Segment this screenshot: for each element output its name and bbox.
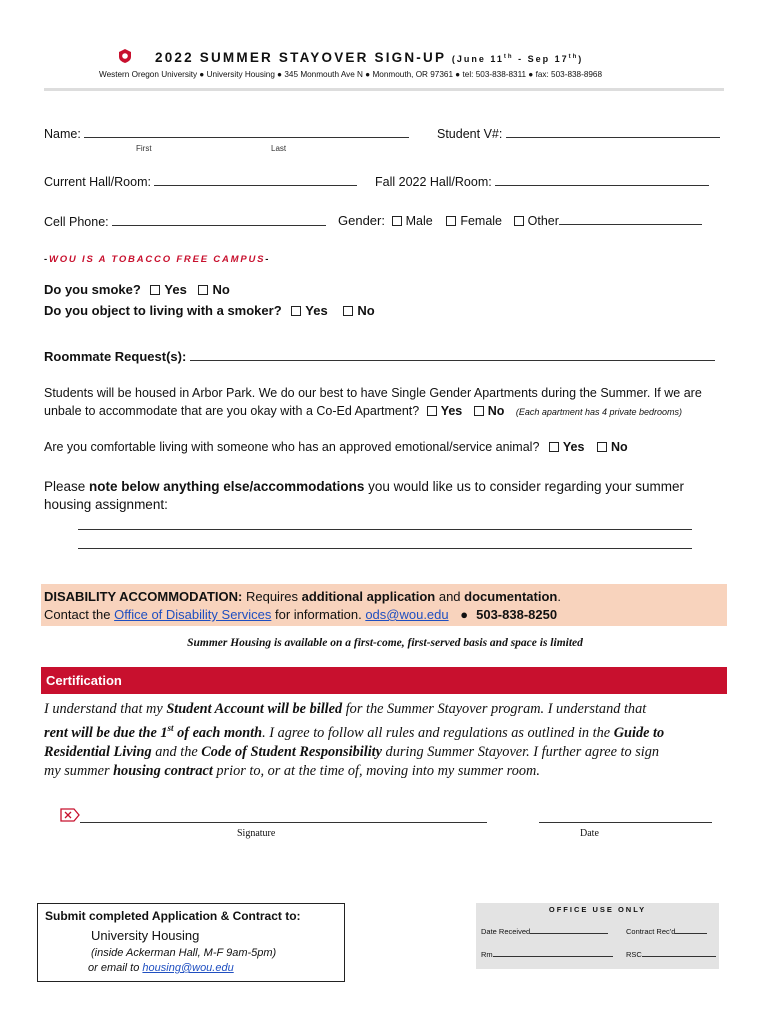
smoke-yes-label: Yes [164, 282, 187, 297]
gender-male-label: Male [405, 214, 433, 228]
ods-email-link[interactable]: ods@wou.edu [365, 607, 449, 622]
page-title: 2022 SUMMER STAYOVER SIGN-UP [155, 50, 446, 65]
name-label: Name: [44, 127, 81, 141]
submit-location: (inside Ackerman Hall, M-F 9am-5pm) [91, 947, 277, 959]
smoke-question: Do you smoke? [44, 282, 141, 297]
office-use-box [476, 903, 719, 969]
current-hall-label: Current Hall/Room: [44, 175, 151, 189]
smoke-no-label: No [212, 282, 230, 297]
gender-label: Gender: [338, 213, 385, 228]
smoker-object-yes-checkbox[interactable] [291, 306, 301, 316]
submit-box [37, 903, 345, 982]
smoker-object-no-label: No [357, 303, 375, 318]
fall-hall-label: Fall 2022 Hall/Room: [375, 175, 492, 189]
date-field[interactable] [539, 822, 712, 823]
student-v-row [437, 127, 720, 141]
smoke-question-row [44, 282, 230, 297]
gender-female-label: Female [460, 214, 503, 228]
roommate-row [44, 349, 715, 364]
animal-yes-label: Yes [562, 440, 585, 454]
disability-office-link[interactable]: Office of Disability Services [114, 607, 272, 622]
animal-question: Are you comfortable living with someone who has an approved emotional/service animal? [44, 440, 540, 454]
gender-row [338, 213, 702, 228]
smoker-object-no-checkbox[interactable] [343, 306, 353, 316]
first-sublabel: First [136, 144, 152, 153]
notes-prompt: Please note below anything else/accommodations you would like us to consider regarding your summer [44, 479, 684, 494]
contract-recd-row: Contract Rec'd [626, 927, 707, 936]
submit-email-row: or email to housing@wou.edu [88, 962, 234, 974]
header-divider [44, 88, 724, 91]
coed-no-checkbox[interactable] [474, 406, 484, 416]
fall-hall-row [375, 175, 709, 189]
office-use-title: OFFICE USE ONLY [548, 905, 647, 914]
notes-line-1[interactable] [78, 529, 692, 530]
date-range: (June 11th - Sep 17th) [451, 54, 584, 64]
notes-line-2[interactable] [78, 548, 692, 549]
roommate-label: Roommate Request(s): [44, 349, 187, 364]
gender-male-checkbox[interactable] [392, 216, 402, 226]
smoke-no-checkbox[interactable] [198, 285, 208, 295]
smoker-object-question: Do you object to living with a smoker? [44, 303, 282, 318]
certification-text: I understand that my Student Account will be billed for the Summer Stayover program. I understand that rent will be due the 1st of each month. I agree to follow all rules and regulations as outlined in the Guide to Residential Living and the Code of Student Responsibility during Summer Stayover. I further agree to sign my summer housing contract prior to, or at the time of, moving into my summer room. [44, 701, 665, 779]
last-sublabel: Last [271, 144, 287, 153]
coed-question: unbale to accommodate that are you okay with a Co-Ed Apartment? [44, 404, 420, 418]
signature-x-icon [60, 808, 80, 822]
disability-line2: Contact the Office of Disability Services for information. ods@wou.edu ● 503-838-8250 [44, 607, 558, 622]
gender-other-checkbox[interactable] [514, 216, 524, 226]
wou-logo-icon [118, 49, 132, 63]
smoker-object-row [44, 303, 375, 318]
arbor-line1: Students will be housed in Arbor Park. We do our best to have Single Gender Apartments during the Summer. If we are [44, 386, 702, 400]
notes-prompt-line2: housing assignment: [44, 497, 168, 512]
smoke-yes-checkbox[interactable] [150, 285, 160, 295]
student-v-label: Student V#: [437, 127, 503, 141]
animal-no-checkbox[interactable] [597, 442, 607, 452]
animal-no-label: No [610, 440, 628, 454]
coed-yes-checkbox[interactable] [427, 406, 437, 416]
submit-org: University Housing [91, 928, 200, 943]
certification-header: Certification [41, 667, 727, 694]
disability-line1: DISABILITY ACCOMMODATION: Requires additional application and documentation. [44, 589, 561, 604]
gender-female-checkbox[interactable] [446, 216, 456, 226]
gender-other-label: Other [527, 214, 559, 228]
housing-email-link[interactable]: housing@wou.edu [142, 962, 234, 974]
date-label: Date [580, 828, 599, 839]
name-field[interactable] [84, 137, 409, 138]
current-hall-field[interactable] [154, 185, 357, 186]
smoker-object-yes-label: Yes [305, 303, 328, 318]
name-row [44, 127, 409, 141]
fall-hall-field[interactable] [495, 185, 709, 186]
cell-phone-label: Cell Phone: [44, 215, 109, 229]
cell-phone-field[interactable] [112, 225, 326, 226]
disability-phone: 503-838-8250 [476, 607, 558, 622]
coed-no-label: No [487, 404, 505, 418]
availability-note: Summer Housing is available on a first-come, first-served basis and space is limited [187, 637, 583, 649]
animal-yes-checkbox[interactable] [549, 442, 559, 452]
coed-row [44, 404, 682, 418]
bedroom-note: (Each apartment has 4 private bedrooms) [515, 407, 682, 417]
cell-phone-row [44, 215, 326, 229]
signature-label: Signature [237, 828, 276, 839]
gender-other-field[interactable] [559, 224, 702, 225]
submit-title: Submit completed Application & Contract to: [45, 909, 301, 923]
rsc-row: RSC [626, 950, 716, 959]
current-hall-row [44, 175, 357, 189]
coed-yes-label: Yes [440, 404, 463, 418]
rm-row: Rm [481, 950, 613, 959]
roommate-field[interactable] [190, 360, 715, 361]
student-v-field[interactable] [506, 137, 720, 138]
address-line: Western Oregon University ● University Housing ● 345 Monmouth Ave N ● Monmouth, OR 97361 ● tel: 503-838-8311 ● fax: 503-838-8968 [99, 70, 603, 79]
signature-field[interactable] [80, 822, 487, 823]
date-received-row: Date Received [481, 927, 608, 936]
animal-row [44, 440, 628, 454]
tobacco-notice: -WOU IS A TOBACCO FREE CAMPUS- [44, 254, 271, 265]
